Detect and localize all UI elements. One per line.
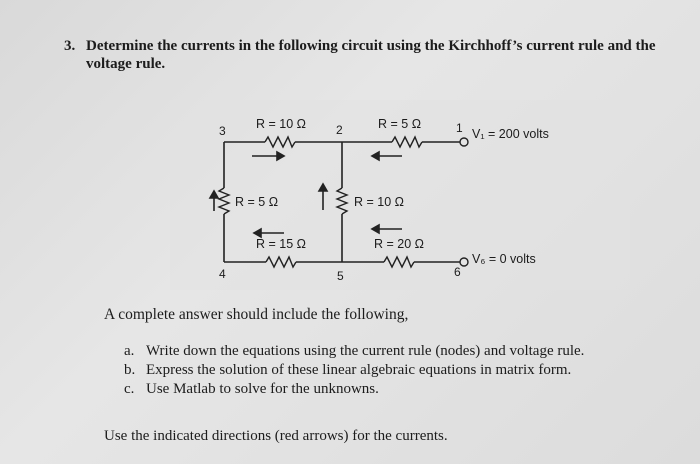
- direction-note: Use the indicated directions (red arrows) for the currents.: [104, 428, 448, 444]
- item-marker: b.: [124, 362, 136, 378]
- answer-intro: A complete answer should include the following,: [104, 306, 409, 323]
- node-1: 1: [456, 121, 463, 135]
- item-text: Write down the equations using the current rule (nodes) and voltage rule.: [146, 343, 585, 359]
- label-resistor-bottom-right: R = 20 Ω: [374, 237, 424, 251]
- list-item: [124, 362, 584, 381]
- requirement-list: [124, 343, 584, 400]
- label-resistor-middle: R = 10 Ω: [354, 195, 404, 209]
- node-5: 5: [337, 269, 344, 283]
- label-v1: V₁ = 200 volts: [472, 127, 549, 141]
- label-resistor-bottom-left: R = 15 Ω: [256, 237, 306, 251]
- label-resistor-left: R = 5 Ω: [235, 195, 279, 209]
- item-marker: a.: [124, 343, 135, 359]
- item-text: Use Matlab to solve for the unknowns.: [146, 381, 379, 397]
- question-number: 3.: [64, 38, 76, 54]
- label-resistor-top-right: R = 5 Ω: [378, 117, 422, 131]
- node-2: 2: [336, 123, 343, 137]
- label-resistor-top-left: R = 10 Ω: [256, 117, 306, 131]
- question-text-line1: Determine the currents in the following circuit using the Kirchhoff’s current rule and the: [86, 38, 656, 54]
- terminal-v1: [460, 138, 468, 146]
- item-text: Express the solution of these linear algebraic equations in matrix form.: [146, 362, 572, 378]
- list-item: [124, 343, 584, 362]
- question-text-line2: voltage rule.: [86, 56, 166, 72]
- terminal-v6: [460, 258, 468, 266]
- node-6: 6: [454, 265, 461, 279]
- list-item: [124, 381, 584, 400]
- label-v6: V₆ = 0 volts: [472, 252, 536, 266]
- node-3: 3: [219, 124, 226, 138]
- node-4: 4: [219, 267, 226, 281]
- item-marker: c.: [124, 381, 135, 397]
